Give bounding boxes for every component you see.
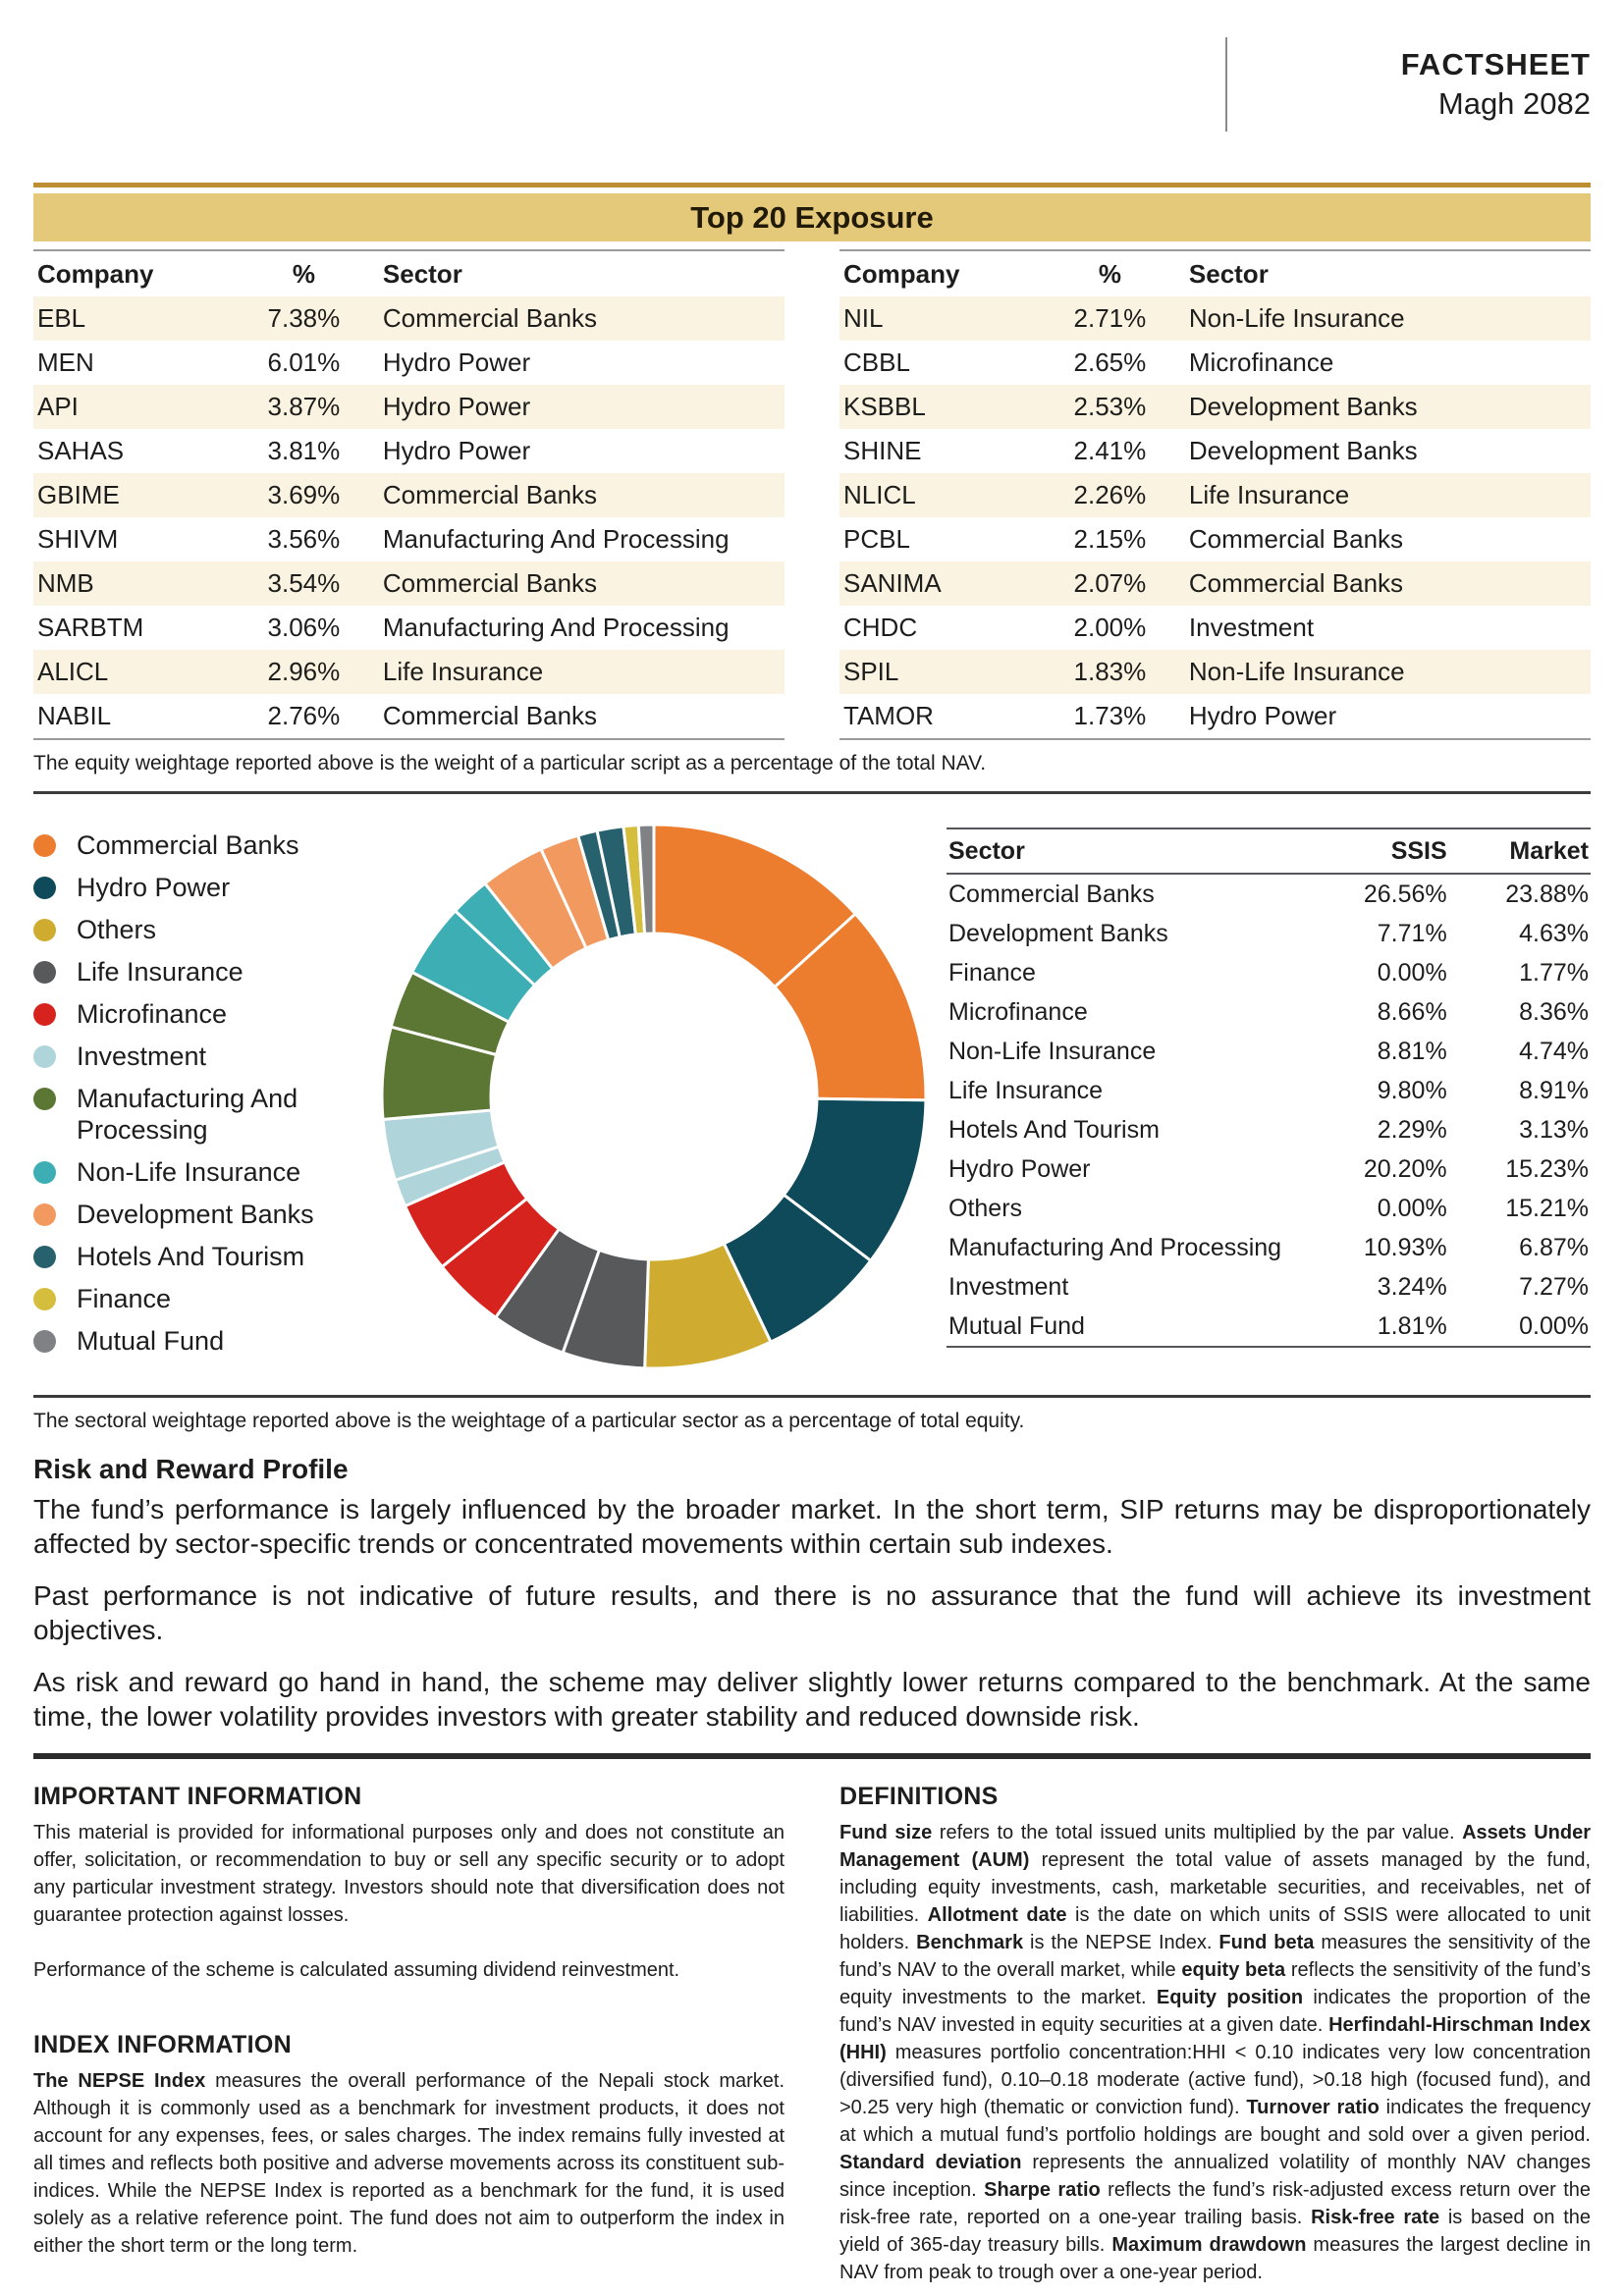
legend-swatch-icon [33, 834, 56, 857]
table-header-row [947, 828, 1591, 874]
header-block [1225, 37, 1591, 132]
legend-label: Microfinance [77, 999, 228, 1029]
legend-item-commercial-banks [33, 829, 379, 861]
important-information-paragraph: This material is provided for informational purposes only and does not constitute an offer, solicitation, or recommendation to buy or sell any specific security or to adopt any particular investment strategy. Investors should note that diversification does not guarantee protection against losses. [33, 1822, 785, 1926]
column-header-percent: % [1098, 259, 1121, 289]
legend-label: Others [77, 915, 157, 944]
table-row: GBIME 3.69% Commercial Banks [33, 473, 785, 517]
table-row: PCBL 2.15% Commercial Banks [843, 524, 1404, 554]
definitions-heading: DEFINITIONS [839, 1783, 999, 1810]
legend-item-manufacturing-and-processing [33, 1083, 379, 1146]
legend-label: Finance [77, 1284, 172, 1313]
spacer [33, 1984, 785, 2031]
legend-label: Development Banks [77, 1200, 314, 1229]
legend-label: Non-Life Insurance [77, 1157, 301, 1187]
legend-swatch-icon [33, 1288, 56, 1310]
legend-item-finance [33, 1283, 379, 1314]
table-row: SANIMA 2.07% Commercial Banks [839, 561, 1591, 606]
legend-label: Hotels And Tourism [77, 1242, 305, 1271]
table-row: Manufacturing And Processing 10.93% 6.87% [948, 1234, 1589, 1261]
top20-table-right [839, 249, 1591, 740]
sector-donut-chart [379, 822, 929, 1371]
risk-paragraph: As risk and reward go hand in hand, the scheme may deliver slightly lower returns compared to the benchmark. At the same time, the lower volatility provides investors with greater stability and reduced downside risk. [33, 1667, 1591, 1732]
legend-item-development-banks [33, 1199, 379, 1230]
sector-chart-section [33, 822, 1591, 1371]
table-row: NLICL 2.26% Life Insurance [839, 473, 1591, 517]
table-row: NABIL 2.76% Commercial Banks [37, 701, 598, 730]
table-row: Finance 0.00% 1.77% [948, 959, 1589, 987]
table-header-row [839, 250, 1591, 296]
table-row: TAMOR 1.73% Hydro Power [843, 701, 1337, 730]
risk-paragraph: Past performance is not indicative of future results, and there is no assurance that the fund will achieve its investment objectives. [33, 1580, 1591, 1645]
table-row: SARBTM 3.06% Manufacturing And Processing [37, 613, 730, 642]
table-row: EBL 7.38% Commercial Banks [33, 296, 785, 341]
column-header-company: Company [37, 259, 154, 289]
legend-item-microfinance [33, 998, 379, 1030]
bottom-columns [33, 1783, 1591, 2286]
table-row: SHIVM 3.56% Manufacturing And Processing [37, 524, 730, 554]
top20-table-left [33, 249, 785, 740]
legend-label: Life Insurance [77, 957, 244, 987]
table-row: Investment 3.24% 7.27% [948, 1273, 1589, 1301]
top20-banner [33, 193, 1591, 241]
table-row: Development Banks 7.71% 4.63% [948, 920, 1589, 947]
gold-divider [33, 183, 1591, 187]
index-information-paragraph: The NEPSE Index measures the overall performance of the Nepali stock market. Although it is commonly used as a benchmark for investment products, it does not account for any expenses, fees, or sales charges. The index remains fully invested at all times and reflects both positive and adverse movements across its constituent sub-indices. While the NEPSE Index is reported as a benchmark for the fund, it is used solely as a relative reference point. The fund does not aim to outperform the index in either the short term or the long term. [33, 2070, 785, 2257]
table-row: SPIL 1.83% Non-Life Insurance [839, 650, 1591, 694]
report-period: Magh 2082 [1437, 86, 1591, 121]
table-row: Others 0.00% 15.21% [948, 1195, 1589, 1222]
sector-table [947, 828, 1591, 1348]
table-row: Non-Life Insurance 8.81% 4.74% [948, 1038, 1589, 1065]
table-row: Hotels And Tourism 2.29% 3.13% [948, 1116, 1589, 1144]
definitions-column [839, 1783, 1591, 2286]
legend-swatch-icon [33, 919, 56, 941]
page-title: FACTSHEET [1400, 47, 1591, 81]
page-header [33, 0, 1591, 132]
table-row: CBBL 2.65% Microfinance [843, 347, 1334, 377]
legend-item-investment [33, 1041, 379, 1072]
spacer [33, 1929, 785, 1956]
legend-swatch-icon [33, 1330, 56, 1353]
column-header-sector: Sector [382, 259, 462, 289]
column-header-market: Market [1449, 828, 1591, 874]
performance-note-paragraph: Performance of the scheme is calculated assuming dividend reinvestment. [33, 1959, 680, 1981]
legend-label: Mutual Fund [77, 1326, 225, 1356]
column-header-sector: Sector [947, 828, 1307, 874]
definitions-paragraph: Fund size refers to the total issued units multiplied by the par value. Assets Under Management (AUM) represent the total value of assets managed by the fund, including equity investments, cash, marketable securities, and receivables, net of liabilities. Allotment date is the date on which units of SSIS were allocated to unit holders. Benchmark is the NEPSE Index. Fund beta measures the sensitivity of the fund’s NAV to the overall market, while equity beta reflects the sensitivity of the fund’s equity investments to the market. Equity position indicates the proportion of the fund’s NAV invested in equity securities at a given date. Herfindahl-Hirschman Index (HHI) measures portfolio concentration:HHI < 0.10 indicates very low concentration (diversified fund), 0.10–0.18 moderate (active fund), >0.18 high (focused fund), and >0.25 very high (thematic or conviction fund). Turnover ratio indicates the frequency at which a mutual fund’s portfolio holdings are bought and sold over a given period. Standard deviation represents the annualized volatility of monthly NAV changes since inception. Sharpe ratio reflects the fund’s risk-adjusted excess return over the risk-free rate, reported on a one-year trailing basis. Risk-free rate is based on the yield of 365-day treasury bills. Maximum drawdown measures the largest decline in NAV from peak to trough over a one-year period. [839, 1822, 1592, 2283]
section-divider [33, 791, 1591, 794]
risk-reward-heading: Risk and Reward Profile [33, 1454, 349, 1484]
important-information-column [33, 1783, 785, 2286]
table-row: MEN 6.01% Hydro Power [37, 347, 531, 377]
top20-banner-title: Top 20 Exposure [690, 199, 934, 235]
table-row: Mutual Fund 1.81% 0.00% [948, 1312, 1589, 1340]
legend-label: Commercial Banks [77, 830, 299, 860]
table-row: KSBBL 2.53% Development Banks [839, 385, 1591, 429]
legend-swatch-icon [33, 1045, 56, 1068]
legend-swatch-icon [33, 877, 56, 899]
section-divider [33, 1395, 1591, 1398]
table-row: Life Insurance 9.80% 8.91% [948, 1077, 1589, 1104]
risk-paragraph: The fund’s performance is largely influenced by the broader market. In the short term, SIP returns may be disproportionately affected by sector-specific trends or concentrated movements within certain sub indexes. [33, 1494, 1591, 1559]
table-row: NIL 2.71% Non-Life Insurance [839, 296, 1591, 341]
column-header-ssis: SSIS [1307, 828, 1448, 874]
column-header-company: Company [843, 259, 960, 289]
legend-swatch-icon [33, 1203, 56, 1226]
top20-tables [33, 249, 1591, 740]
table-header-row [33, 250, 785, 296]
legend-item-hotels-and-tourism [33, 1241, 379, 1272]
important-information-heading: IMPORTANT INFORMATION [33, 1783, 362, 1810]
column-header-percent: % [292, 259, 315, 289]
legend-item-mutual-fund [33, 1325, 379, 1357]
chart-legend [33, 822, 379, 1367]
table-row: Microfinance 8.66% 8.36% [948, 998, 1589, 1026]
legend-swatch-icon [33, 1246, 56, 1268]
index-information-heading: INDEX INFORMATION [33, 2031, 292, 2058]
table-row: Hydro Power 20.20% 15.23% [948, 1155, 1589, 1183]
legend-item-non-life-insurance [33, 1156, 379, 1188]
column-header-sector: Sector [1188, 259, 1269, 289]
donut-svg [379, 822, 929, 1371]
legend-label: Manufacturing And Processing [77, 1084, 298, 1145]
legend-label: Hydro Power [77, 873, 231, 902]
table-row: Commercial Banks 26.56% 23.88% [948, 881, 1589, 908]
equity-weightage-footnote: The equity weightage reported above is the weight of a particular script as a percentage of the total NAV. [33, 752, 987, 774]
legend-swatch-icon [33, 1088, 56, 1110]
legend-item-others [33, 914, 379, 945]
table-row: SHINE 2.41% Development Banks [843, 436, 1418, 465]
bottom-section-divider [33, 1753, 1591, 1759]
table-row: NMB 3.54% Commercial Banks [33, 561, 785, 606]
table-row: SAHAS 3.81% Hydro Power [37, 436, 531, 465]
legend-item-life-insurance [33, 956, 379, 988]
table-row: CHDC 2.00% Investment [843, 613, 1315, 642]
legend-swatch-icon [33, 1161, 56, 1184]
sectoral-weightage-footnote: The sectoral weightage reported above is the weightage of a particular sector as a percentage of total equity. [33, 1410, 1025, 1432]
table-row: API 3.87% Hydro Power [33, 385, 785, 429]
legend-item-hydro-power [33, 872, 379, 903]
legend-swatch-icon [33, 961, 56, 984]
legend-swatch-icon [33, 1003, 56, 1026]
table-row: ALICL 2.96% Life Insurance [33, 650, 785, 694]
legend-label: Investment [77, 1041, 207, 1071]
sector-table-wrap [929, 822, 1591, 1348]
